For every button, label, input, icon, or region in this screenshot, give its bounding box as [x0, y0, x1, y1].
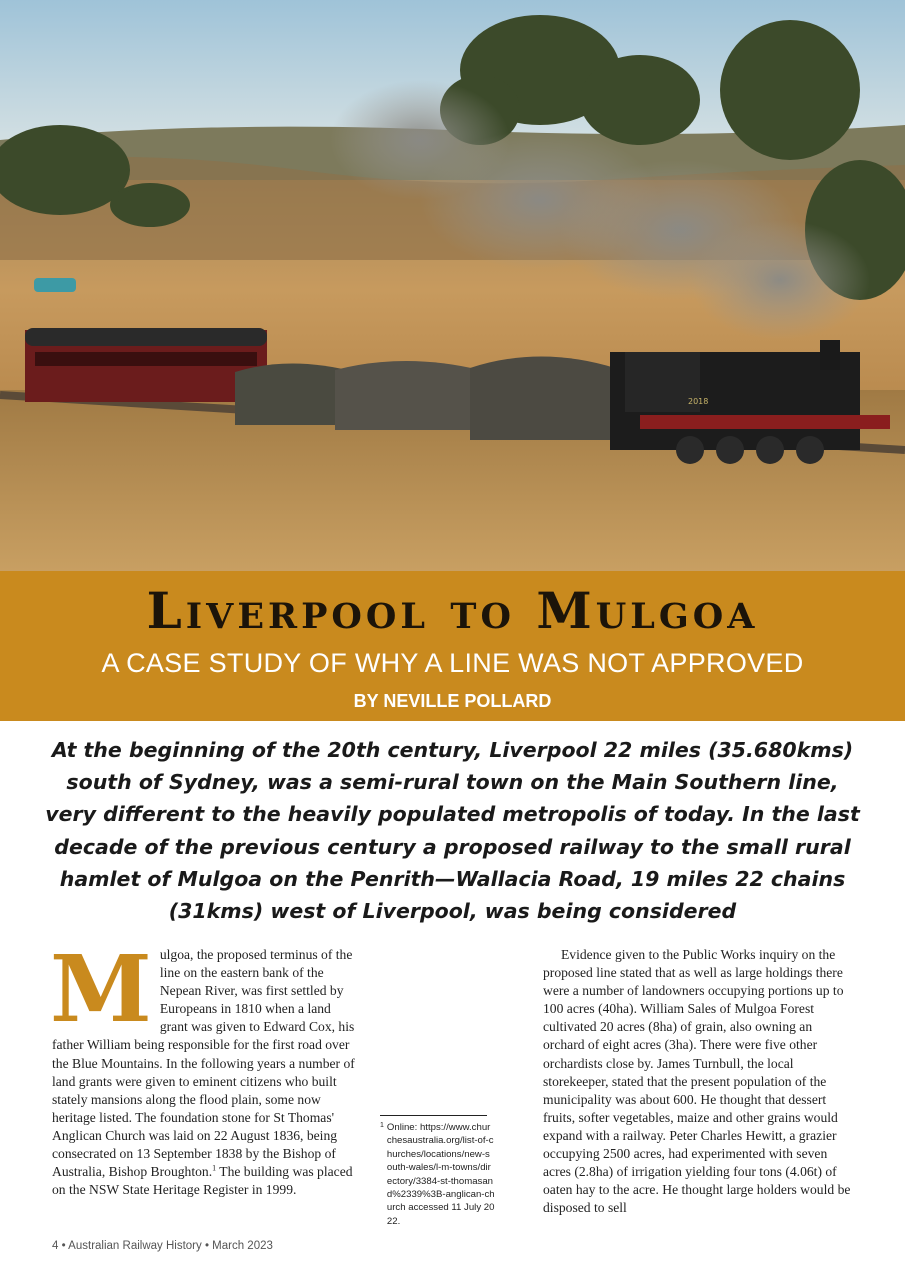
- steam-train-photo: [0, 0, 905, 571]
- article-subtitle: A CASE STUDY OF WHY A LINE WAS NOT APPROVED: [101, 648, 804, 678]
- footnote-text: Online: https://www.churchesaustralia.org/list-of-churches/locations/new-south-wales/l-m-towns/directory/3384-st-thomasand%2339%3B-anglican-church accessed 11 July 2022.: [386, 1122, 495, 1227]
- drop-cap: M: [50, 935, 152, 1043]
- footnote: [380, 1115, 495, 1228]
- title-banner: [0, 571, 905, 721]
- body-column-left: [50, 935, 362, 1199]
- loco-number: 2018: [688, 397, 709, 406]
- body-text-1-tail: The building was placed on the NSW State Heritage Register in 1999.: [52, 1164, 353, 1198]
- footnote-divider: [380, 1115, 487, 1116]
- article-title: Liverpool to Mulgoa: [146, 581, 759, 640]
- footnote-ref[interactable]: 1: [212, 1163, 217, 1173]
- footnote-number: 1: [380, 1122, 384, 1129]
- body-column-right: [543, 946, 853, 1217]
- steam-locomotive: [610, 340, 890, 464]
- hero-photo: [0, 0, 905, 571]
- passenger-carriage: [25, 328, 267, 402]
- article-byline: BY NEVILLE POLLARD: [353, 691, 552, 711]
- standfirst: At the beginning of the 20th century, Liverpool 22 miles (35.680kms) south of Sydney, was a semi-rural town on the Main Southern line, very different to the heavily populated metropolis of today. In the last decade of the previous century a proposed railway to the small rural hamlet of Mulgoa on the Penrith—Wallacia Road, 19 miles 22 chains (31kms) west of Liverpool, was being considered: [45, 738, 860, 924]
- body-text-1: ulgoa, the proposed terminus of the line on the eastern bank of the Nepean River, was first settled by Europeans in 1810 when a land grant was given to Edward Cox, his father William being responsible for the first road over the Blue Mountains. In the following years a number of land grants were given to eminent citizens who built stately mansions along the flood plain, some now heritage listed. The foundation stone for St Thomas' Anglican Church was laid on 22 August 1836, being consecrated on 13 September 1838 by the Bishop of Australia, Bishop Broughton.: [52, 947, 355, 1180]
- body-paragraph: Evidence given to the Public Works inquiry on the proposed line stated that as well as large holdings there were a number of landowners occupying portions up to 100 acres (40ha). William Sales of Mulgoa Forest cultivated 20 acres (8ha) of grain, also owning an orchard of eight acres (3ha). There were five other orchardists close by. James Turnbull, the local storekeeper, stated that the present population of the municipality was about 600. He thought that dessert fruits, softer vegetables, maize and other grains would expand with a railway. Peter Charles Hewitt, a grazier occupying 2500 acres, had experimented with seven acres (2.8ha) of irrigation yielding four tons (4.06t) of oaten hay to the acre. He thought large holders would be disposed to sell: [543, 947, 851, 1216]
- page-footer: 4 • Australian Railway History • March 2023: [52, 1240, 273, 1252]
- car-on-road: [34, 278, 76, 292]
